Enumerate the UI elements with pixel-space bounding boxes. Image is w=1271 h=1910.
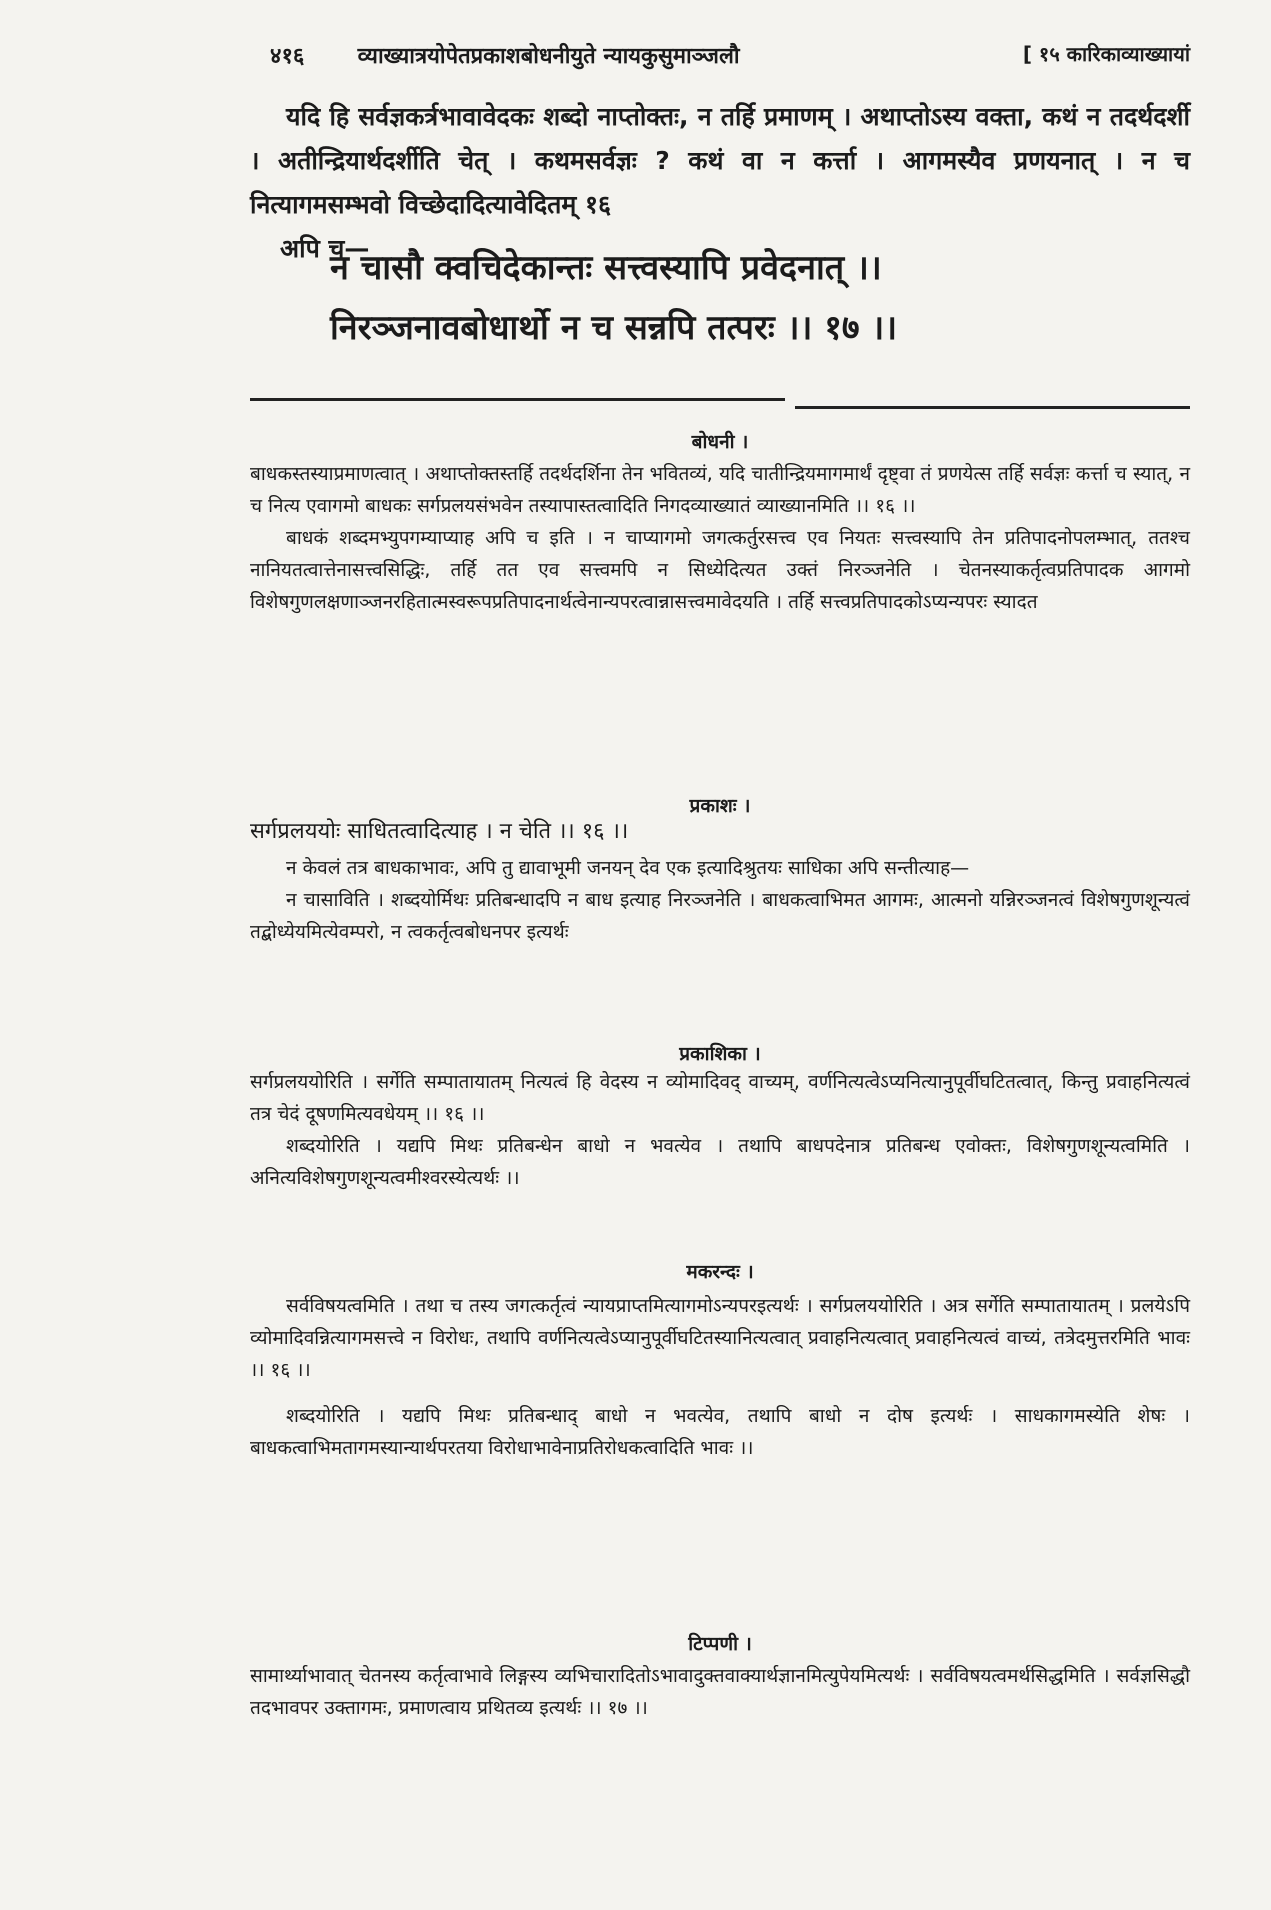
prakashika-paragraph-1: सर्गप्रलययोरिति । सर्गेति सम्पातायातम् नित्यत्वं हि वेदस्य न व्योमादिवद् वाच्यम्, वर्णनित्यत्वेऽप्यनित्यानुपूर्वीघटितत्वात्, किन्तु प्रवाहनित्यत्वं तत्र चेदं दूषणमित्यवधेयम् ।। १६ ।। <box>250 1071 1190 1125</box>
verse-line-2: निरञ्जनावबोधार्थो न च सन्नपि तत्परः ।। १७ ।। <box>330 308 898 348</box>
makaranda-paragraph-1: सर्वविषयत्वमिति । तथा च तस्य जगत्कर्तृत्वं न्यायप्राप्तमित्यागमोऽन्यपरइत्यर्थः । सर्गप्रलययोरिति । अत्र सर्गेति सम्पातायातम् । प्रलयेऽपि व्योमादिवन्नित्यागमसत्त्वे न विरोधः, तथापि वर्णनित्यत्वेऽप्यानुपूर्वीघटितस्यानित्यत्वात् प्रवाहनित्यत्वात् प्रवाहनित्यत्वं वाच्यं, तत्रेदमुत्तरमिति भावः ।। १६ ।। <box>250 1295 1190 1381</box>
prakasha-paragraph-1: सर्गप्रलययोः साधितत्वादित्याह । न चेति ।। १६ ।। <box>250 819 629 844</box>
running-title: व्याख्यात्रयोपेतप्रकाशबोधनीयुते न्यायकुसुमाञ्जलौ <box>357 44 740 69</box>
heading-makaranda: मकरन्दः । <box>686 1261 754 1283</box>
page-header <box>270 40 1190 70</box>
bodhani-commentary <box>250 458 1190 618</box>
makaranda-commentary <box>250 1290 1190 1464</box>
divider-right <box>795 406 1190 409</box>
heading-bodhani: बोधनी । <box>691 431 749 453</box>
bodhani-paragraph-1: बाधकस्तस्याप्रमाणत्वात् । अथाप्तोक्तस्तर्हि तदर्थदर्शिना तेन भवितव्यं, यदि चातीन्द्रियमागमार्थं दृष्ट्वा तं प्रणयेत्स तर्हि सर्वज्ञः कर्त्ता च स्यात्, न च नित्य एवागमो बाधकः सर्गप्रलयसंभवेन तस्यापास्तत्वादिति निगदव्याख्यातं व्याख्यानमिति ।। १६ ।। <box>250 463 1190 517</box>
intro-text: यदि हि सर्वज्ञकर्त्रभावावेदकः शब्दो नाप्तोक्तः, न तर्हि प्रमाणम् । अथाप्तोऽस्य वक्ता, कथं न तदर्थदर्शी । अतीन्द्रियार्थदर्शीति चेत् । कथमसर्वज्ञः ? कथं वा न कर्त्ता । आगमस्यैव प्रणयनात् । न च नित्यागमसम्भवो विच्छेदादित्यावेदितम् १६ <box>250 102 1190 219</box>
heading-prakasha: प्रकाशः । <box>689 795 751 817</box>
prakasha-paragraph-2: न केवलं तत्र बाधकाभावः, अपि तु द्यावाभूमी जनयन् देव एक इत्यादिश्रुतयः साधिका अपि सन्तीत्याह— <box>286 857 970 879</box>
bodhani-paragraph-2: बाधकं शब्दमभ्युपगम्याप्याह अपि च इति । न चाप्यागमो जगत्कर्तुरसत्त्व एव नियतः सत्त्वस्यापि तेन प्रतिपादनोपलम्भात्, ततश्च नानियतत्वात्तेनासत्त्वसिद्धिः, तर्हि तत एव सत्त्वमपि न सिध्येदित्यत उक्तं निरञ्जनेति । चेतनस्याकर्तृत्वप्रतिपादक आगमो विशेषगुणलक्षणाञ्जनरहितात्मस्वरूपप्रतिपादनार्थत्वेनान्यपरत्वान्नासत्त्वमावेदयति । तर्हि सत्त्वप्रतिपादकोऽप्यन्यपरः स्यादत <box>250 527 1190 613</box>
tippani-paragraph-1: सामार्थ्याभावात् चेतनस्य कर्तृत्वाभावे लिङ्गस्य व्यभिचारादितोऽभावादुक्तवाक्यार्थज्ञानमित्युपेयमित्यर्थः । सर्वविषयत्वमर्थसिद्धमिति । सर्वज्ञसिद्धौ तदभावपर उक्तागमः, प्रमाणत्वाय प्रथितव्य इत्यर्थः ।। १७ ।। <box>250 1665 1190 1719</box>
heading-tippani: टिप्पणी । <box>688 1633 752 1655</box>
karika-verse <box>330 238 1090 358</box>
tippani-commentary <box>250 1660 1190 1724</box>
prakashika-paragraph-2: शब्दयोरिति । यद्यपि मिथः प्रतिबन्धेन बाधो न भवत्येव । तथापि बाधपदेनात्र प्रतिबन्ध एवोक्तः, विशेषगुणशून्यत्वमिति । अनित्यविशेषगुणशून्यत्वमीश्वरस्येत्यर्थः ।। <box>250 1135 1190 1189</box>
makaranda-paragraph-2: शब्दयोरिति । यद्यपि मिथः प्रतिबन्धाद् बाधो न भवत्येव, तथापि बाधो न दोष इत्यर्थः । साधकागमस्येति शेषः । बाधकत्वाभिमतागमस्यान्यार्थपरतया विरोधाभावेनाप्रतिरोधकत्वादिति भावः ।। <box>250 1405 1190 1459</box>
verse-line-1: न चासौ क्वचिदेकान्तः सत्त्वस्यापि प्रवेदनात् ।। <box>330 248 882 288</box>
prakasha-paragraph-3: न चासाविति । शब्दयोर्मिथः प्रतिबन्धादपि न बाध इत्याह निरञ्जनेति । बाधकत्वाभिमत आगमः, आत्मनो यन्निरञ्जनत्वं विशेषगुणशून्यत्वं तद्बोध्येयमित्येवम्परो, न त्वकर्तृत्वबोधनपर इत्यर्थः <box>250 889 1190 943</box>
heading-prakashika: प्रकाशिका । <box>679 1043 761 1065</box>
divider-left <box>250 398 785 401</box>
section-reference: [ १५ कारिकाव्याख्यायां <box>1022 42 1190 66</box>
api-ca-label: अपि च— <box>280 234 370 263</box>
page-number: ४१६ <box>270 44 305 69</box>
prakashika-commentary <box>250 1066 1190 1194</box>
prakasha-commentary <box>250 812 1190 948</box>
